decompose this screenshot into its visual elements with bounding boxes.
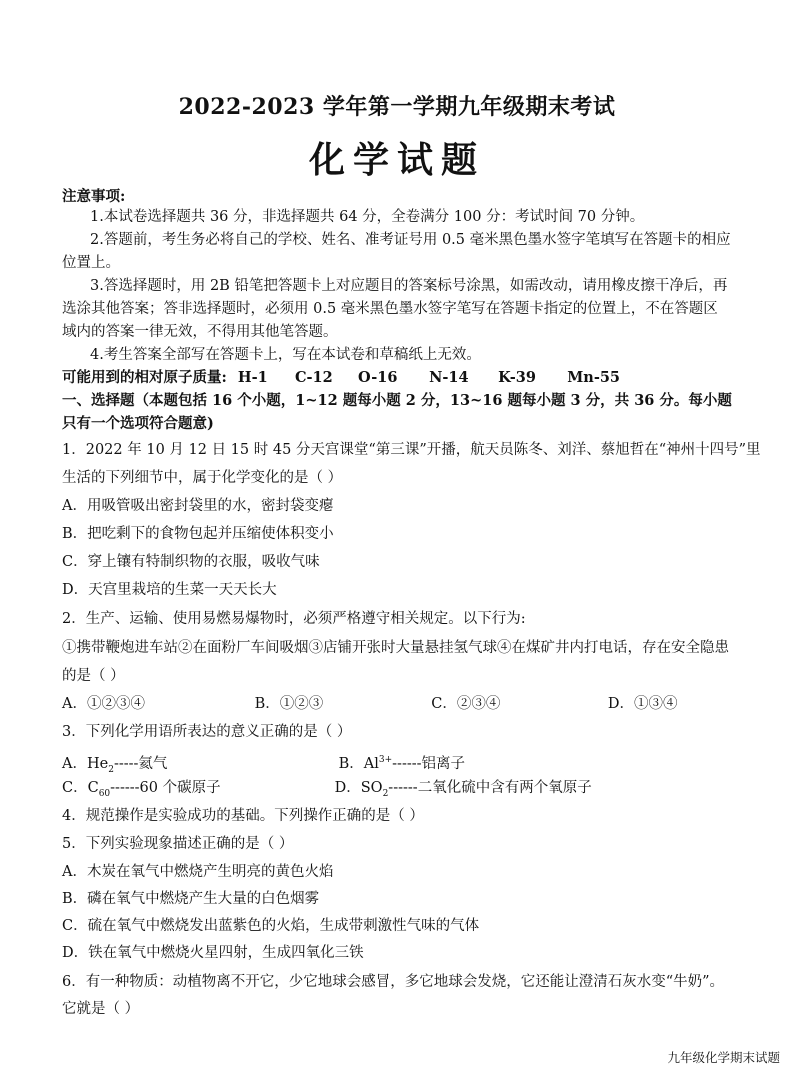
atomic-mass-h: H-1 xyxy=(237,369,268,386)
q5-stem: 5．下列实验现象描述正确的是（ ） xyxy=(62,836,294,852)
notice-item-1: 1.本试卷选择题共 36 分，非选择题共 64 分，全卷满分 100 分：考试时间 70 分钟。 xyxy=(90,209,645,225)
q2-stem-cont: ①携带鞭炮进车站②在面粉厂车间吸烟③店铺开张时大量悬挂氢气球④在煤矿井内打电话，存在安全隐患 xyxy=(62,640,729,656)
exam-title: 2022-2023 学年第一学期九年级期末考试 xyxy=(178,94,616,120)
q3-option-d: D．$SO_2------$二氧化硫中含有两个氧原子 xyxy=(334,780,592,799)
q3-option-a: A．$He_2-----$氦气 xyxy=(62,755,168,775)
atomic-mass-c: C-12 xyxy=(294,369,333,386)
atomic-mass-n: N-14 xyxy=(429,369,469,386)
q3-option-b: B．$Al^{3+}------$铝离子 xyxy=(338,755,466,772)
notice-item-2: 2.答题前，考生务必将自己的学校、姓名、准考证号用 0.5 毫米黑色墨水签字笔填写在答题卡的相应 xyxy=(90,232,731,248)
q1-stem-cont: 生活的下列细节中，属于化学变化的是（ ） xyxy=(62,470,343,486)
page-footer: 九年级化学期末试题 xyxy=(667,1050,780,1065)
q2-option-b: B．①②③ xyxy=(254,696,324,712)
atomic-masses-label: 可能用到的相对原子质量: xyxy=(62,369,227,386)
section1-heading: 一、选择题（本题包括 16 个小题，1~12 题每小题 2 分，13~16 题每小题 3 分，共 36 分。每小题 xyxy=(62,392,732,409)
q2-option-c: C．②③④ xyxy=(431,696,501,712)
q3-options-row1 xyxy=(62,750,465,780)
q6-stem: 6．有一种物质：动植物离不开它，少它地球会感冒，多它地球会发烧，它还能让澄清石灰水变“牛奶”。 xyxy=(62,974,725,990)
q2-stem-cont2: 的是（ ） xyxy=(62,668,125,684)
q1-option-d: D．天宫里栽培的生菜一天天长大 xyxy=(62,582,277,598)
q2-option-a: A．①②③④ xyxy=(62,696,145,712)
notice-item-4: 4.考生答案全部写在答题卡上，写在本试卷和草稿纸上无效。 xyxy=(90,347,481,363)
q5-option-a: A．木炭在氧气中燃烧产生明亮的黄色火焰 xyxy=(62,864,334,880)
notice-item-3-cont2: 域内的答案一律无效，不得用其他笔答题。 xyxy=(62,324,338,340)
q5-option-c: C．硫在氧气中燃烧发出蓝紫色的火焰，生成带刺激性气味的气体 xyxy=(62,918,480,934)
q4-stem: 4．规范操作是实验成功的基础。下列操作正确的是（ ） xyxy=(62,808,424,824)
q2-options xyxy=(62,694,677,714)
notice-item-2-cont: 位置上。 xyxy=(62,255,120,271)
notice-heading: 注意事项: xyxy=(62,188,126,205)
notice-item-3: 3.答选择题时，用 2B 铅笔把答题卡上对应题目的答案标号涂黑，如需改动，请用橡皮擦干净后，再 xyxy=(90,278,728,294)
q2-stem: 2．生产、运输、使用易燃易爆物时，必须严格遵守相关规定。以下行为: xyxy=(62,611,526,627)
exam-subtitle: 化学试题 xyxy=(308,139,485,181)
q1-option-a: A．用吸管吸出密封袋里的水，密封袋变瘪 xyxy=(62,498,334,514)
q1-stem: 1．2022 年 10 月 12 日 15 时 45 分天宫课堂“第三课”开播，航天员陈冬、刘洋、蔡旭哲在“神州十四号”里 xyxy=(62,442,761,458)
q1-option-b: B．把吃剩下的食物包起并压缩使体积变小 xyxy=(62,526,334,542)
q2-option-d: D．①③④ xyxy=(607,696,678,712)
q5-option-b: B．磷在氧气中燃烧产生大量的白色烟雾 xyxy=(62,891,320,907)
atomic-masses xyxy=(62,368,620,388)
notice-item-3-cont1: 选涂其他答案；答非选择题时，必须用 0.5 毫米黑色墨水签字笔写在答题卡指定的位置上，不在答题区 xyxy=(62,301,718,317)
atomic-mass-k: K-39 xyxy=(498,369,536,386)
section1-heading-cont: 只有一个选项符合题意) xyxy=(62,415,214,432)
atomic-mass-o: O-16 xyxy=(358,369,398,386)
q3-stem: 3．下列化学用语所表达的意义正确的是（ ） xyxy=(62,724,352,740)
q1-option-c: C．穿上镶有特制织物的衣服，吸收气味 xyxy=(62,554,320,570)
q6-stem-cont: 它就是（ ） xyxy=(62,1001,140,1017)
q3-options-row2 xyxy=(62,778,592,804)
q3-option-c: C．$C_{60}------60$ 个碳原子 xyxy=(62,780,221,799)
atomic-mass-mn: Mn-55 xyxy=(567,369,621,386)
q5-option-d: D．铁在氧气中燃烧火星四射，生成四氧化三铁 xyxy=(62,945,364,961)
